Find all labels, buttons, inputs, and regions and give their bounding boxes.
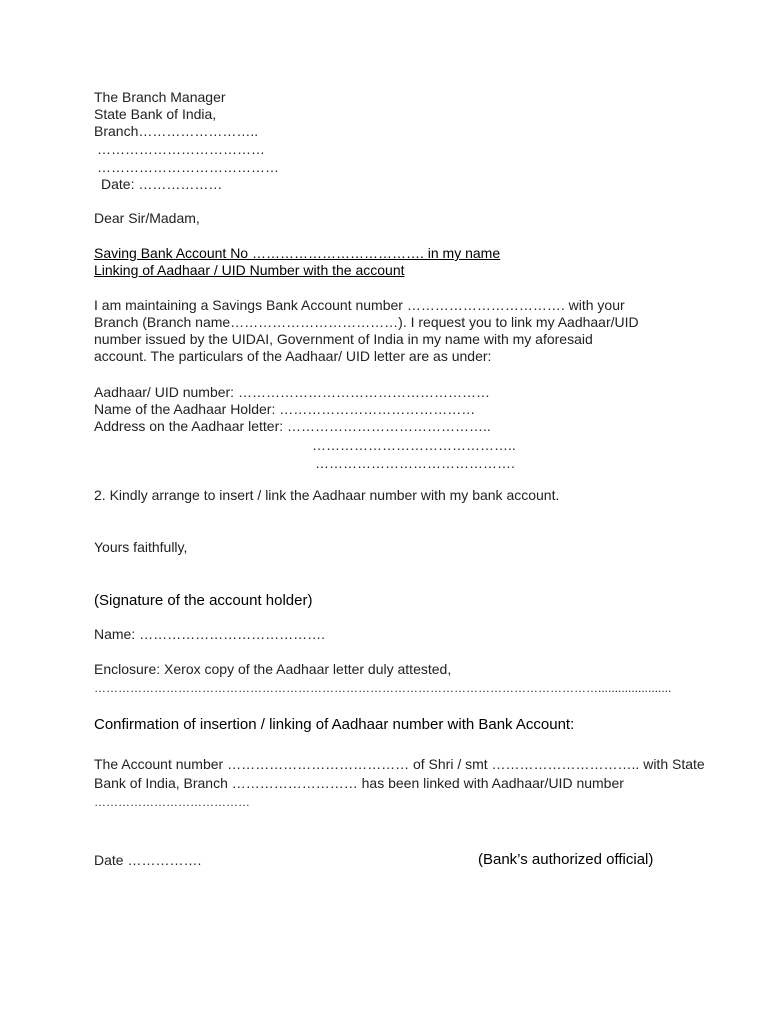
subject-line-1: Saving Bank Account No ………………………………. in my name [94,245,501,261]
particulars-address: Address on the Aadhaar letter: …………………………………….. [94,418,491,434]
address-line-2: State Bank of India, [94,106,217,122]
salutation: Dear Sir/Madam, [94,210,200,226]
body-paragraph-line-3: number issued by the UIDAI, Government of India in my name with my aforesaid [94,331,593,347]
address-date: Date: ……………… [101,176,223,192]
body-paragraph-line-2: Branch (Branch name………………………………). I request you to link my Aadhaar/UID [94,314,639,330]
name-line: Name: …………………………………. [94,626,326,642]
enclosure-line-1: Enclosure: Xerox copy of the Aadhaar letter duly attested, [94,661,452,677]
point-2: 2. Kindly arrange to insert / link the Aadhaar number with my bank account. [94,487,560,503]
address-line-5: ………………………………… [97,159,279,175]
particulars-address-cont-2: ……………………………………. [315,455,515,471]
address-line-3: Branch…………………….. [94,123,259,139]
confirmation-line-1: The Account number ………………………………… of Shri / smt ………………………….. with State [94,756,705,772]
confirmation-heading: Confirmation of insertion / linking of Aadhaar number with Bank Account: [94,716,575,733]
particulars-holder: Name of the Aadhaar Holder: …………………………………… [94,401,476,417]
body-paragraph-line-1: I am maintaining a Savings Bank Account number ……………………………. with your [94,297,625,313]
particulars-address-cont-1: …………………………………….. [312,437,516,453]
address-line-1: The Branch Manager [94,89,226,105]
enclosure-line-2: ………………………………………………………………………………………………………………...................... [94,681,672,695]
confirmation-line-2: Bank of India, Branch ……………………… has been linked with Aadhaar/UID number [94,775,624,791]
particulars-uid: Aadhaar/ UID number: ……………………………………………… [94,384,490,400]
signature-label: (Signature of the account holder) [94,592,313,609]
subject-line-2: Linking of Aadhaar / UID Number with the account [94,262,405,278]
address-line-4: ……………………………… [97,141,265,157]
authorized-official-label: (Bank’s authorized official) [478,851,654,868]
confirmation-line-3: ………………………………… [94,795,250,809]
confirmation-date: Date ……………. [94,852,202,868]
body-paragraph-line-4: account. The particulars of the Aadhaar/ UID letter are as under: [94,348,492,364]
closing: Yours faithfully, [94,539,188,555]
